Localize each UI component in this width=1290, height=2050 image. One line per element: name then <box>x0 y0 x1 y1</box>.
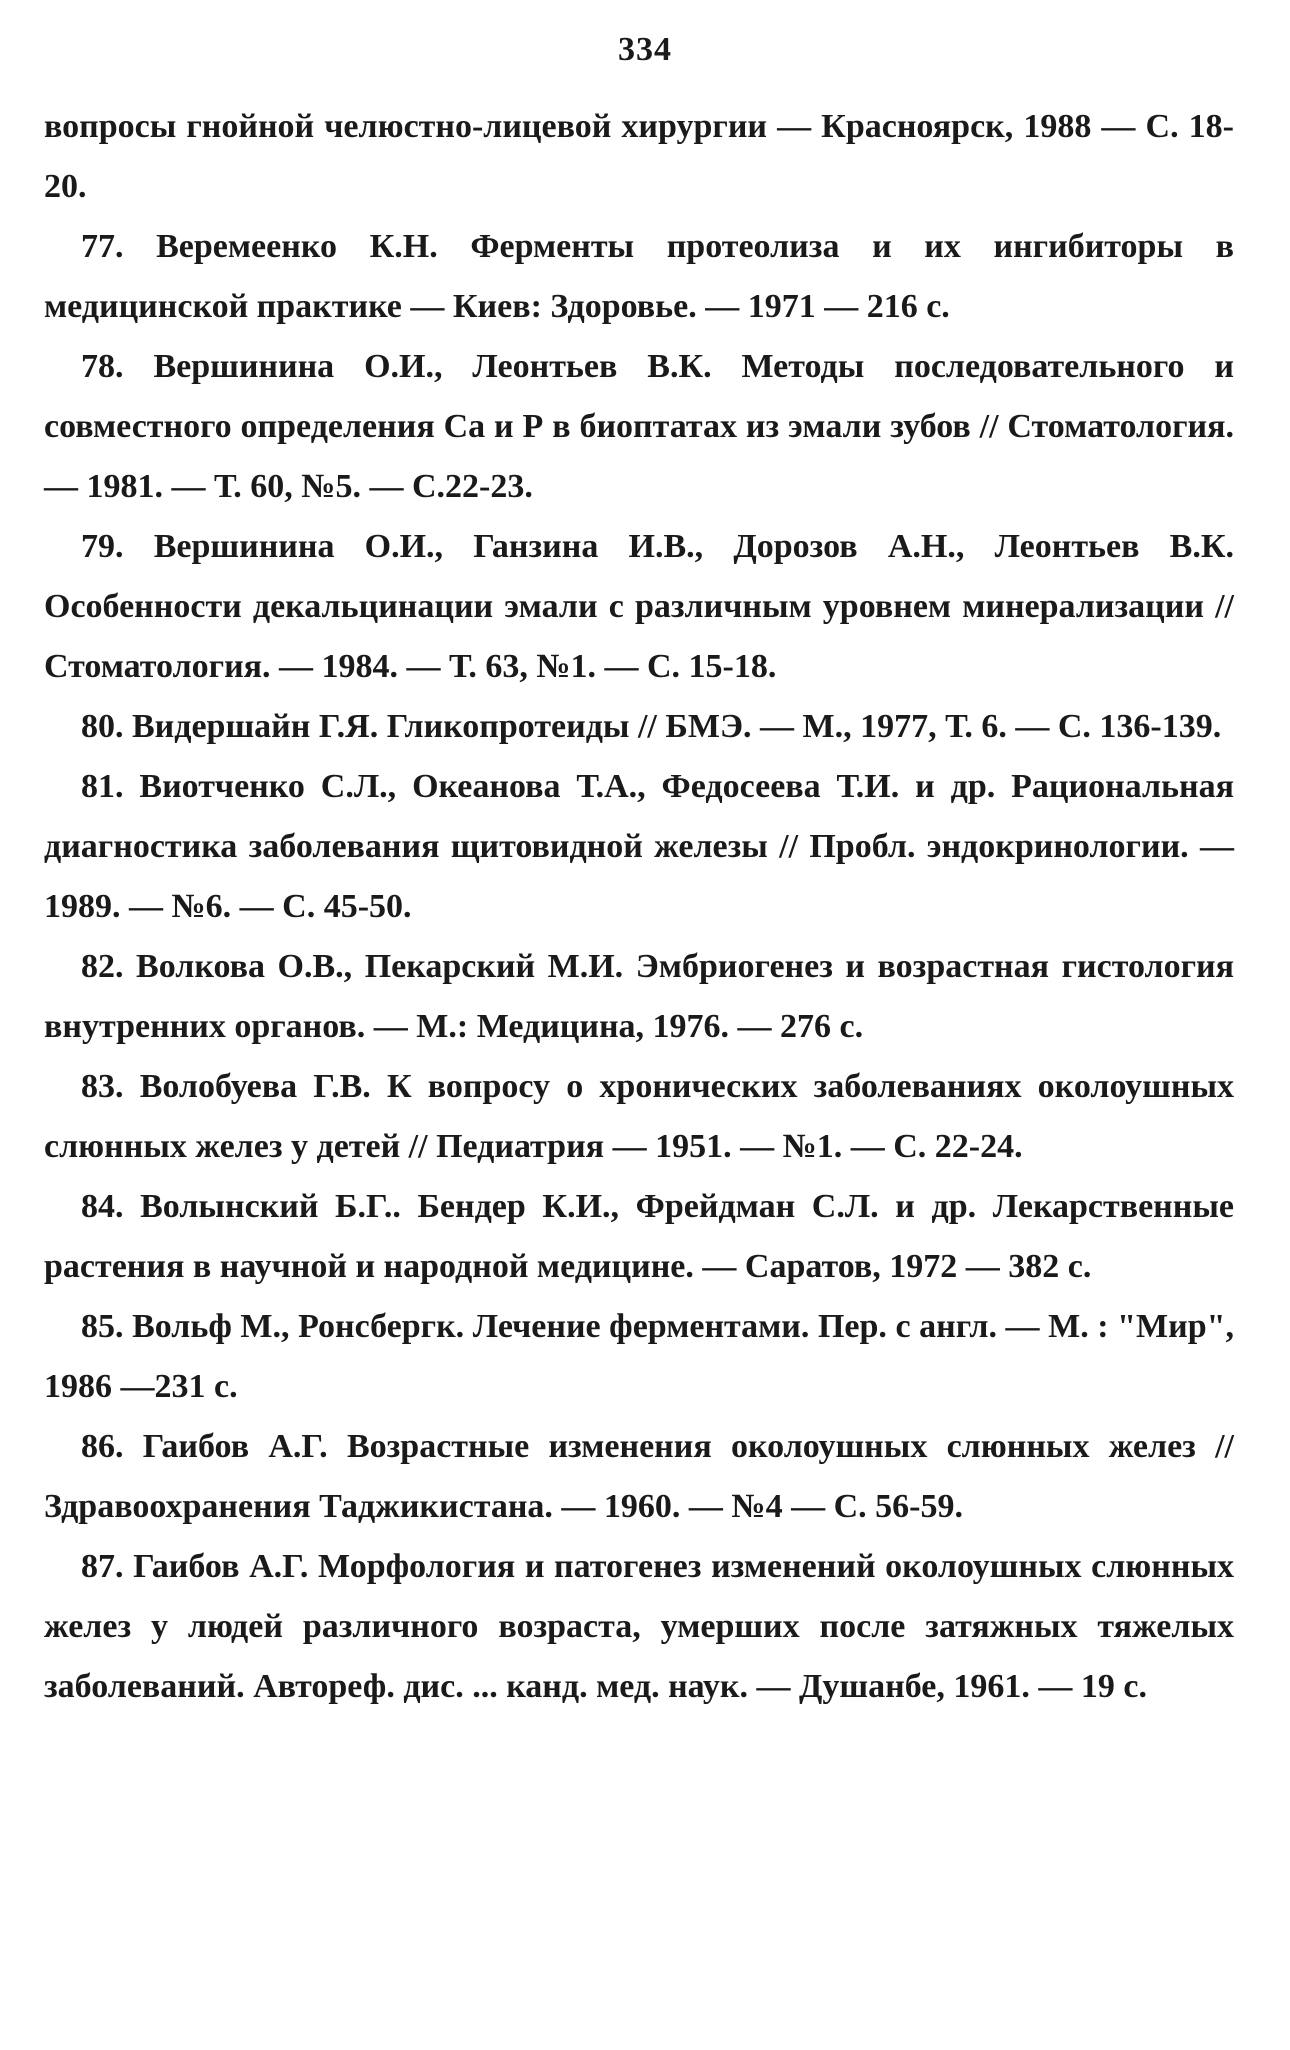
reference-text: Вершинина О.И., Ганзина И.В., Дорозов А.Н., Леонтьев В.К. Особенности декальцинации эмали с различным уровнем минерализации // Стоматология. — 1984. — Т. 63, №1. — С. 15-18. <box>44 528 1235 685</box>
reference-text: Вольф М., Ронсбергк. Лечение ферментами. Пер. с англ. — М. : "Мир", 1986 —231 с. <box>44 1308 1235 1405</box>
reference-item <box>44 937 1234 1057</box>
reference-text: Веремеенко К.Н. Ферменты протеолиза и их ингибиторы в медицинской практике — Киев: Здоровье. — 1971 — 216 с. <box>44 228 1234 325</box>
reference-text: Вершинина О.И., Леонтьев В.К. Методы последовательного и совместного определения Са и Р в биоптатах из эмали зубов // Стоматология. — 1981. — Т. 60, №5. — С.22-23. <box>44 348 1235 505</box>
page-number: 334 <box>618 31 672 68</box>
reference-number: 84. <box>81 1188 124 1225</box>
reference-text: Видершайн Г.Я. Гликопротеиды // БМЭ. — М., 1977, Т. 6. — С. 136-139. <box>132 708 1222 745</box>
reference-continuation: вопросы гнойной челюстно-лицевой хирургии — Красноярск, 1988 — С. 18-20. <box>44 108 1234 205</box>
reference-item <box>44 217 1234 337</box>
reference-item <box>44 1417 1234 1537</box>
reference-item <box>44 697 1234 757</box>
reference-number: 82. <box>81 948 124 985</box>
reference-item <box>44 1537 1234 1717</box>
reference-number: 87. <box>81 1548 124 1585</box>
reference-text: Волобуева Г.В. К вопросу о хронических заболеваниях околоушных слюнных желез у детей // Педиатрия — 1951. — №1. — С. 22-24. <box>44 1068 1234 1165</box>
reference-number: 86. <box>81 1428 124 1465</box>
reference-text: Волынский Б.Г.. Бендер К.И., Фрейдман С.Л. и др. Лекарственные растения в научной и народной медицине. — Саратов, 1972 — 382 с. <box>44 1188 1234 1285</box>
reference-item <box>44 517 1234 697</box>
reference-number: 83. <box>81 1068 124 1105</box>
reference-list <box>44 97 1234 1717</box>
reference-number: 80. <box>81 708 124 745</box>
reference-text: Гаибов А.Г. Морфология и патогенез изменений околоушных слюнных желез у людей различного возраста, умерших после затяжных тяжелых заболеваний. Автореф. дис. ... канд. мед. наук. — Душанбе, 1961. — 19 с. <box>44 1548 1234 1705</box>
reference-text: Виотченко С.Л., Океанова Т.А., Федосеева Т.И. и др. Рациональная диагностика заболевания щитовидной железы // Пробл. эндокринологии. — 1989. — №6. — С. 45-50. <box>44 768 1234 925</box>
reference-number: 85. <box>81 1308 124 1345</box>
reference-number: 77. <box>81 228 124 265</box>
reference-text: Волкова О.В., Пекарский М.И. Эмбриогенез и возрастная гистология внутренних органов. — М.: Медицина, 1976. — 276 с. <box>44 948 1234 1045</box>
reference-item <box>44 337 1234 517</box>
reference-item <box>44 1057 1234 1177</box>
reference-item <box>44 1177 1234 1297</box>
reference-number: 81. <box>81 768 124 805</box>
reference-item <box>44 757 1234 937</box>
reference-item <box>44 1297 1234 1417</box>
reference-text: Гаибов А.Г. Возрастные изменения околоушных слюнных желез // Здравоохранения Таджикистана. — 1960. — №4 — С. 56-59. <box>44 1428 1234 1525</box>
reference-number: 79. <box>81 528 124 565</box>
reference-number: 78. <box>81 348 124 385</box>
